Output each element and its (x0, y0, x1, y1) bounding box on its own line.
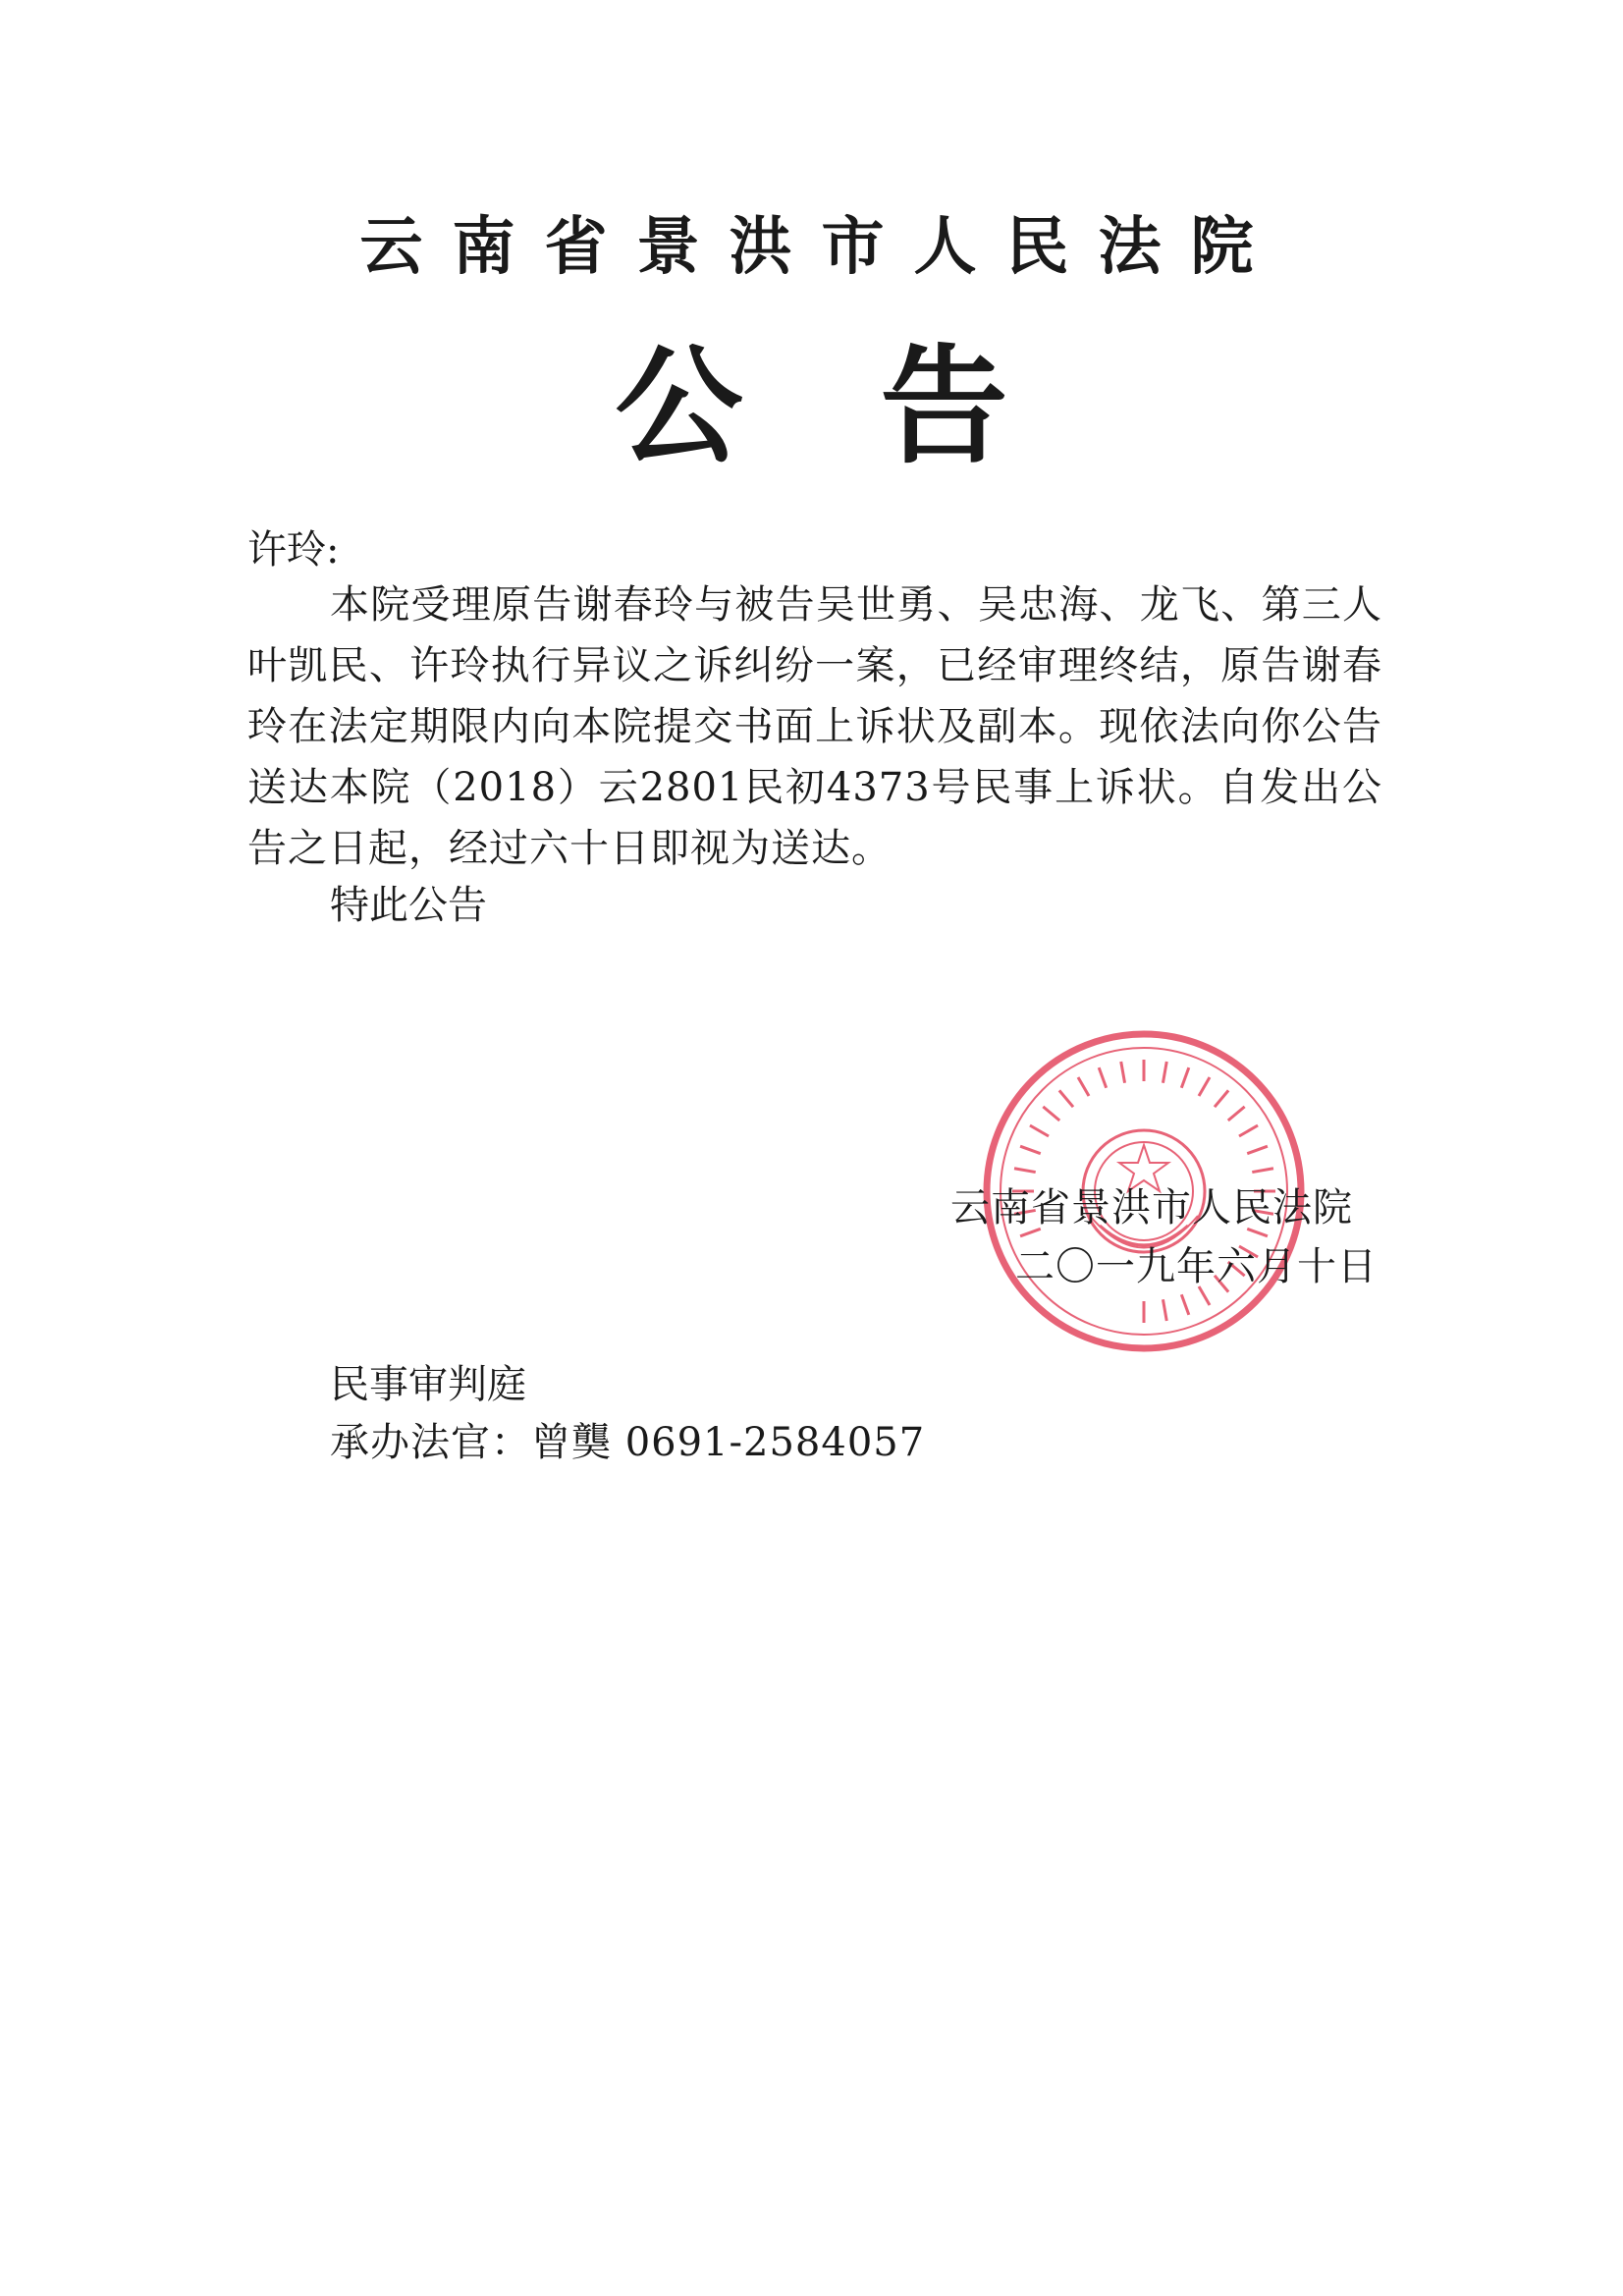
signature-court-name: 云南省景洪市人民法院 (950, 1185, 1353, 1230)
seal-ring-mark (1181, 1294, 1189, 1315)
addressee-line: 许玲: (247, 527, 340, 573)
document-title: 公告 (615, 331, 1146, 481)
seal-ring-mark (1239, 1125, 1258, 1136)
seal-ring-mark (1030, 1125, 1049, 1136)
seal-ring-mark (1199, 1077, 1210, 1096)
judge-contact-line: 承办法官：曾龑 0691-2584057 (330, 1420, 926, 1465)
seal-ring-mark (1181, 1067, 1189, 1088)
seal-ring-mark (1121, 1062, 1125, 1083)
notice-body-paragraph: 本院受理原告谢春玲与被告吴世勇、吴忠海、龙飞、第三人叶凯民、许玲执行异议之诉纠纷一案，已经审理终结，原告谢春玲在法定期限内向本院提交书面上诉状及副本。现依法向你公告送达本院（2018）云2801民初4373号民事上诉状。自发出公告之日起，经过六十日即视为送达。 (247, 582, 1382, 871)
seal-ring-mark (1020, 1146, 1041, 1154)
seal-ring-mark (1215, 1090, 1228, 1107)
department-line: 民事审判庭 (330, 1362, 526, 1407)
seal-ring-mark (1247, 1146, 1268, 1154)
seal-ring-mark (1078, 1077, 1089, 1096)
seal-ring-mark (1059, 1090, 1073, 1107)
seal-ring-mark (1099, 1067, 1107, 1088)
court-name-heading: 云南省景洪市人民法院 (359, 210, 1283, 284)
closing-line: 特此公告 (330, 883, 487, 928)
seal-ring-mark (1163, 1062, 1166, 1083)
seal-ring-mark (1043, 1107, 1059, 1121)
seal-ring-mark (1228, 1107, 1245, 1121)
seal-ring-mark (1014, 1169, 1036, 1173)
seal-ring-mark (1163, 1299, 1166, 1321)
seal-ring-mark (1252, 1169, 1273, 1173)
signature-date: 二〇一九年六月十日 (1015, 1244, 1378, 1289)
